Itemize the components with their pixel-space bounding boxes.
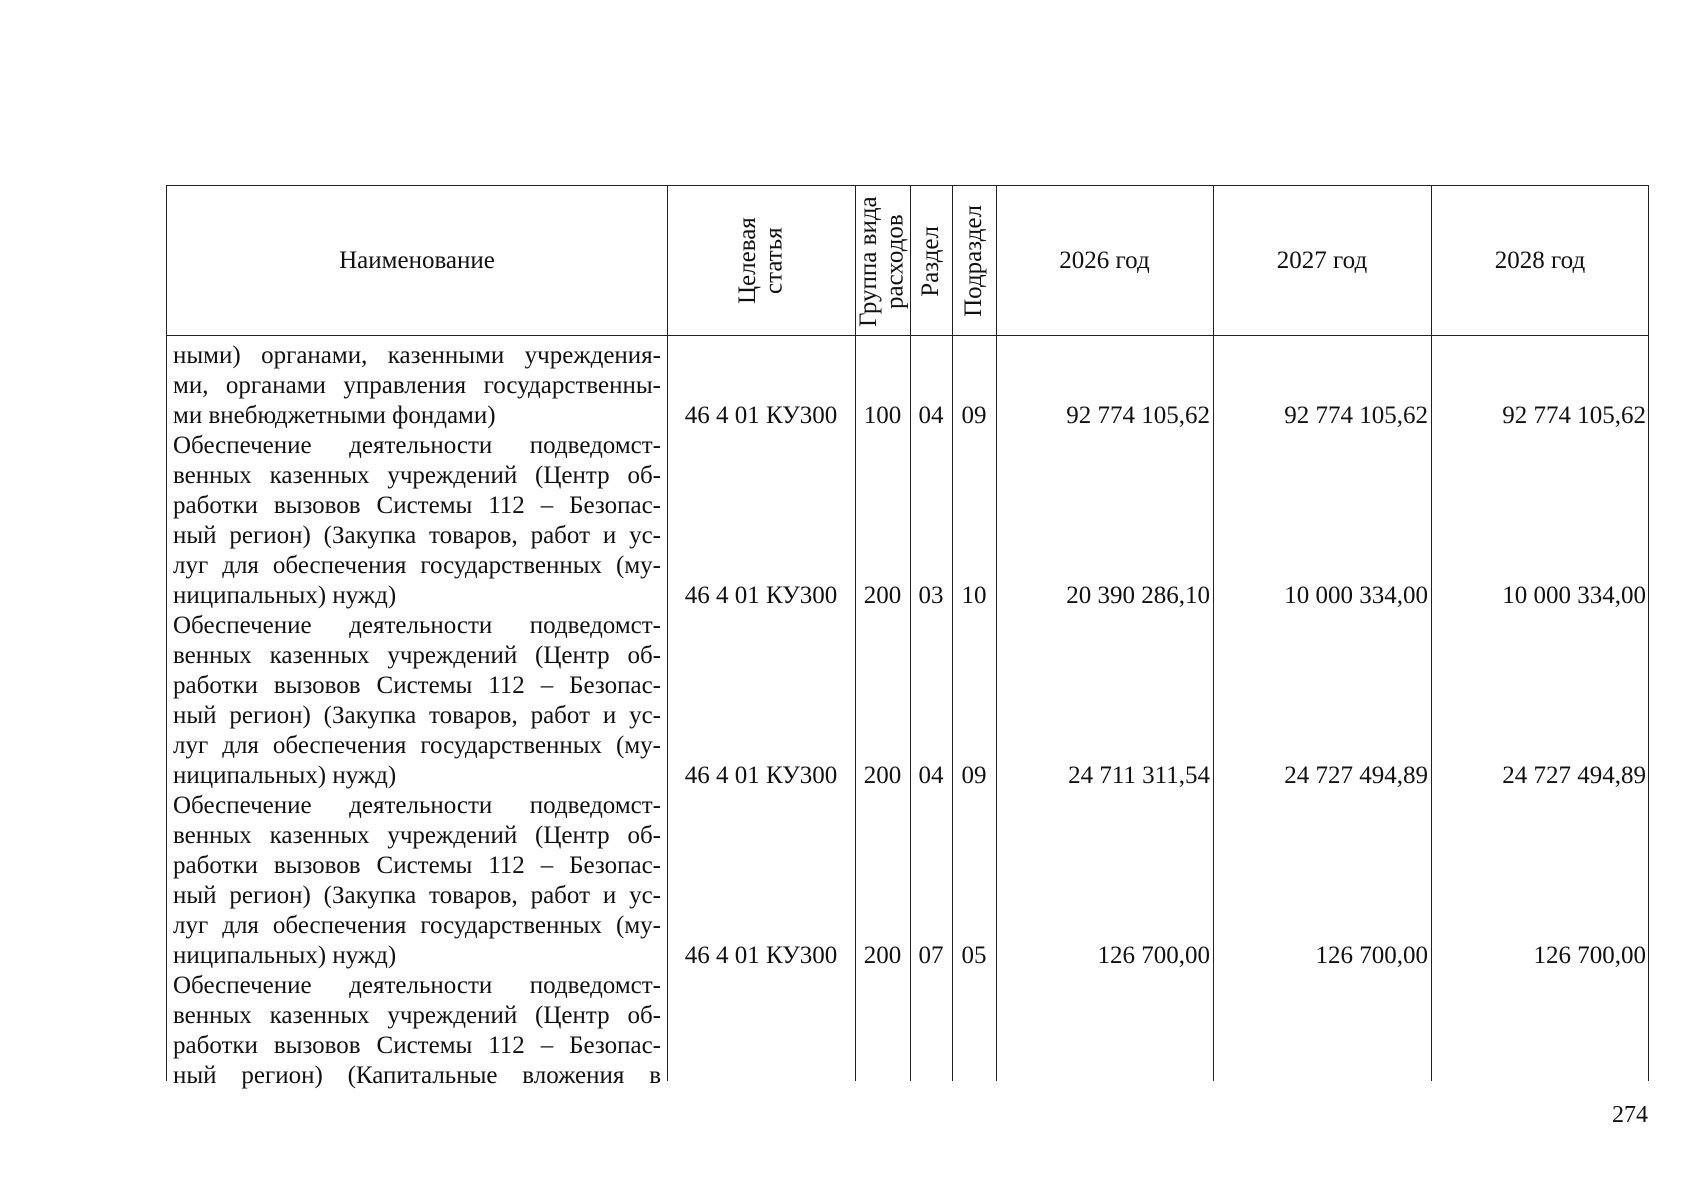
header-name: [167, 186, 667, 336]
cell-group: 100: [863, 402, 902, 429]
header-year-2028-label: 2028 год: [1494, 247, 1586, 274]
header-name-label: Наименование: [339, 247, 495, 274]
cell-2028: 10 000 334,00: [1502, 582, 1646, 609]
cell-article: 46 4 01 КУ300: [684, 402, 838, 429]
name-line: ный регион) (Закупка товаров, работ и ус-: [173, 522, 661, 549]
cell-section: 07: [918, 942, 944, 969]
header-year-2026-label: 2026 год: [1059, 247, 1150, 274]
cell-article: 46 4 01 КУ300: [684, 582, 838, 609]
header-section: [910, 186, 952, 336]
header-expense-group: [855, 186, 910, 336]
budget-table: [166, 185, 1649, 1089]
table-row-name: [173, 791, 661, 971]
cell-2027: 126 700,00: [1315, 942, 1428, 969]
header-year-2028: [1431, 186, 1649, 336]
name-line: работки вызовов Системы 112 – Безопас-: [173, 492, 661, 519]
cell-2027: 10 000 334,00: [1284, 582, 1428, 609]
cell-subsection: 09: [961, 402, 987, 429]
header-section-label: Раздел: [916, 225, 944, 297]
name-line: ный регион) (Капитальные вложения в: [173, 1062, 661, 1089]
table-row-name: [173, 341, 661, 431]
name-line: венных казенных учреждений (Центр об-: [173, 1002, 661, 1029]
header-expense-group-label: Группа вида расходов: [855, 195, 909, 327]
name-line: работки вызовов Системы 112 – Безопас-: [173, 1032, 661, 1059]
name-line: ниципальных) нужд): [173, 582, 397, 609]
cell-subsection: 10: [961, 582, 987, 609]
name-line: Обеспечение деятельности подведомст-: [173, 792, 661, 819]
cell-2026: 92 774 105,62: [1066, 402, 1210, 429]
name-line: работки вызовов Системы 112 – Безопас-: [173, 672, 661, 699]
cell-article: 46 4 01 КУ300: [684, 942, 838, 969]
cell-2027: 24 727 494,89: [1284, 762, 1428, 789]
cell-section: 04: [918, 762, 944, 789]
name-line: Обеспечение деятельности подведомст-: [173, 432, 661, 459]
name-line: работки вызовов Системы 112 – Безопас-: [173, 852, 661, 879]
cell-article: 46 4 01 КУ300: [684, 762, 838, 789]
name-line: ми внебюджетными фондами): [173, 402, 496, 429]
cell-section: 04: [918, 402, 944, 429]
name-line: луг для обеспечения государственных (му-: [173, 732, 661, 759]
name-line: луг для обеспечения государственных (му-: [173, 552, 661, 579]
cell-subsection: 09: [961, 762, 987, 789]
name-line: ными) органами, казенными учреждения-: [173, 342, 661, 369]
cell-subsection: 05: [961, 942, 987, 969]
header-year-2027: [1213, 186, 1431, 336]
cell-2026: 24 711 311,54: [1068, 762, 1210, 789]
cell-group: 200: [863, 942, 902, 969]
table-row-name: [173, 611, 661, 791]
cell-2026: 126 700,00: [1097, 942, 1210, 969]
header-target-article-label: Целевая статья: [733, 217, 787, 305]
cell-group: 200: [863, 582, 902, 609]
name-line: венных казенных учреждений (Центр об-: [173, 462, 661, 489]
name-line: Обеспечение деятельности подведомст-: [173, 612, 661, 639]
header-subsection: [952, 186, 996, 336]
table-row-name: [173, 971, 661, 1091]
cell-section: 03: [918, 582, 944, 609]
name-line: луг для обеспечения государственных (му-: [173, 912, 661, 939]
header-year-2026: [996, 186, 1213, 336]
header-subsection-label: Подраздел: [959, 205, 987, 317]
name-line: ный регион) (Закупка товаров, работ и ус-: [173, 702, 661, 729]
header-target-article: [667, 186, 855, 336]
cell-group: 200: [863, 762, 902, 789]
cell-2026: 20 390 286,10: [1066, 582, 1210, 609]
cell-2027: 92 774 105,62: [1284, 402, 1428, 429]
cell-2028: 126 700,00: [1533, 942, 1646, 969]
name-line: ми, органами управления государственны-: [173, 372, 661, 399]
header-year-2027-label: 2027 год: [1276, 247, 1368, 274]
name-line: венных казенных учреждений (Центр об-: [173, 642, 661, 669]
cell-2028: 24 727 494,89: [1502, 762, 1646, 789]
name-line: Обеспечение деятельности подведомст-: [173, 972, 661, 999]
cell-2028: 92 774 105,62: [1502, 402, 1646, 429]
page-number: 274: [1612, 1102, 1648, 1128]
name-line: ный регион) (Закупка товаров, работ и ус-: [173, 882, 661, 909]
name-line: венных казенных учреждений (Центр об-: [173, 822, 661, 849]
name-line: ниципальных) нужд): [173, 942, 397, 969]
name-line: ниципальных) нужд): [173, 762, 397, 789]
table-row-name: [173, 431, 661, 611]
